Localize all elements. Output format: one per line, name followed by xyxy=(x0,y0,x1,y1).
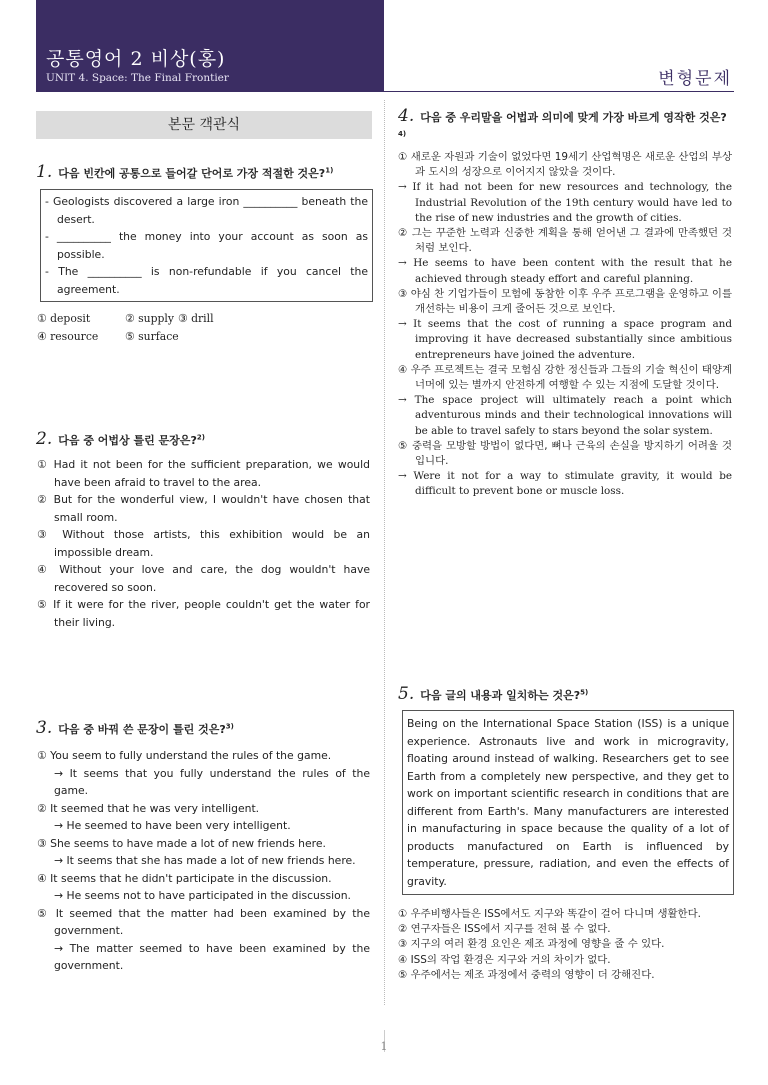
question-text: 다음 중 바꿔 쓴 문장이 틀린 것은? xyxy=(58,723,226,736)
option-korean: ⑤ 중력을 모방할 방법이 없다면, 뼈나 근육의 손실을 방지하기 어려울 것입니다. xyxy=(398,439,732,468)
option-korean: ③ 야심 찬 기업가들이 모험에 동참한 이후 우주 프로그램을 운영하고 이를 개선하는 비용이 크게 줄어든 것으로 보인다. xyxy=(398,287,732,316)
box-line: - The __________ is non-refundable if you cancel the agreement. xyxy=(45,265,368,296)
option: ⑤ If it were for the river, people couldn't get the water for their living. xyxy=(37,598,370,629)
option: ⑤ surface xyxy=(125,329,179,343)
box-line: - Geologists discovered a large iron __________ beneath the desert. xyxy=(45,195,368,226)
option-english: → It seems that the cost of running a space program and improving it have decreased substantially since ambitious entrepreneurs have joined the adventure. xyxy=(398,318,732,361)
option: ③ 지구의 여러 환경 요인은 제조 과정에 영향을 줄 수 있다. xyxy=(398,938,665,951)
passage-box xyxy=(402,710,734,895)
option: ⑤ It seemed that the matter had been examined by the government. xyxy=(37,906,370,937)
option: ④ ISS의 작업 환경은 지구와 거의 차이가 없다. xyxy=(398,953,611,966)
option-rewrite: → He seemed to have been very intelligent. xyxy=(54,819,291,832)
question-text: 다음 중 어법상 틀린 문장은? xyxy=(58,434,197,447)
option-rewrite: → He seems not to have participated in the discussion. xyxy=(54,889,351,902)
footnote-ref: 1) xyxy=(325,166,334,175)
option-korean: ② 그는 꾸준한 노력과 신중한 계획을 통해 얻어낸 그 결과에 만족했던 것처럼 보인다. xyxy=(398,227,732,255)
option: ③ drill xyxy=(177,312,214,325)
option-english: → The space project will ultimately reach a point which adventurous minds and their technological innovations will be able to travel safely to stars beyond the solar system. xyxy=(398,394,732,437)
footnote-ref: 5) xyxy=(580,688,589,697)
option: ② But for the wonderful view, I wouldn't have chosen that small room. xyxy=(37,493,370,524)
option-rewrite: → The matter seemed to have been examined by the government. xyxy=(54,941,370,972)
option-rewrite: → It seems that she has made a lot of new friends here. xyxy=(54,854,356,867)
question-4 xyxy=(398,108,734,146)
question-number: 1. xyxy=(36,162,53,182)
question-5-options xyxy=(398,907,732,983)
option: ④ It seems that he didn't participate in the discussion. xyxy=(37,871,332,885)
option: ① You seem to fully understand the rules of the game. xyxy=(37,749,332,762)
question-1-options xyxy=(37,310,367,345)
question-text: 다음 중 우리말을 어법과 의미에 맞게 가장 바르게 영작한 것은? xyxy=(420,111,727,124)
box-line: - __________ the money into your account as soon as possible. xyxy=(45,230,368,261)
option-rewrite: → It seems that you fully understand the rules of the game. xyxy=(54,766,370,797)
option: ② supply xyxy=(125,312,174,325)
document-type-tag: 변형문제 xyxy=(658,69,732,89)
option: ④ Without your love and care, the dog wouldn't have recovered so soon. xyxy=(37,563,370,594)
option: ③ Without those artists, this exhibition would be an impossible dream. xyxy=(37,528,370,559)
option: ① 우주비행사들은 ISS에서도 지구와 똑같이 걸어 다니며 생활한다. xyxy=(398,908,701,920)
question-text: 다음 빈칸에 공통으로 들어갈 단어로 가장 적절한 것은? xyxy=(58,167,326,180)
document-title: 공통영어 2 비상(홍) xyxy=(46,48,226,70)
option: ① deposit xyxy=(37,312,91,325)
question-number: 2. xyxy=(36,429,53,449)
question-number: 5. xyxy=(398,684,415,704)
option-english: → He seems to have been content with the result that he achieved through steady effort and careful planning. xyxy=(398,257,732,285)
option-korean: ① 새로운 자원과 기술이 없었다면 19세기 산업혁명은 새로운 산업의 부상과 도시의 성장으로 이어지지 않았을 것이다. xyxy=(398,151,732,179)
passage-text: Being on the International Space Station (ISS) is a unique experience. Astronauts live and work in microgravity, floating around instead of walking. Researchers get to see Earth from a completely new perspective, and they get to work on important scientific research in conditions that are different from Earth's. Many manufacturers are interested in manufacturing in space because the quality of a lot of products manufactured on Earth is influenced by temperature, pressure, radiation, and even the effects of gravity. xyxy=(407,717,729,888)
header-rule xyxy=(384,91,734,92)
question-4-options xyxy=(398,150,732,500)
column-divider xyxy=(384,100,385,1005)
option: ⑤ 우주에서는 제조 과정에서 중력의 영향이 더 강해진다. xyxy=(398,968,655,981)
question-text: 다음 글의 내용과 일치하는 것은? xyxy=(420,689,581,702)
question-1-box xyxy=(40,189,373,302)
option: ① Had it not been for the sufficient preparation, we would have been afraid to travel to the area. xyxy=(37,458,370,489)
question-2 xyxy=(36,429,205,449)
question-3 xyxy=(36,718,234,738)
option-korean: ④ 우주 프로젝트는 결국 모험심 강한 정신들과 그들의 기술 혁신이 태양계 너머에 있는 별까지 안전하게 여행할 수 있는 지점에 도달할 것이다. xyxy=(398,363,732,392)
footnote-ref: 4) xyxy=(398,130,407,138)
option: ④ resource xyxy=(37,329,99,343)
option-english: → If it had not been for new resources and technology, the Industrial Revolution of the 19th century would have led to the rise of new industries and the growth of cities. xyxy=(398,181,732,224)
footnote-ref: 2) xyxy=(196,433,205,442)
question-5 xyxy=(398,684,588,704)
question-number: 4. xyxy=(398,106,415,126)
page-number: 1 xyxy=(380,1040,388,1053)
unit-subtitle: UNIT 4. Space: The Final Frontier xyxy=(46,72,229,84)
question-2-options xyxy=(37,456,370,631)
option-english: → Were it not for a way to stimulate gravity, it would be difficult to prevent bone or muscle loss. xyxy=(398,470,732,498)
section-title: 본문 객관식 xyxy=(36,111,372,139)
question-number: 3. xyxy=(36,718,53,738)
option: ② 연구자들은 ISS에서 지구를 전혀 볼 수 없다. xyxy=(398,923,611,936)
option: ③ She seems to have made a lot of new friends here. xyxy=(37,836,326,850)
question-3-options xyxy=(37,747,370,975)
footnote-ref: 3) xyxy=(225,722,234,731)
option: ② It seemed that he was very intelligent. xyxy=(37,801,260,815)
header-banner xyxy=(36,0,384,92)
question-1 xyxy=(36,162,333,182)
